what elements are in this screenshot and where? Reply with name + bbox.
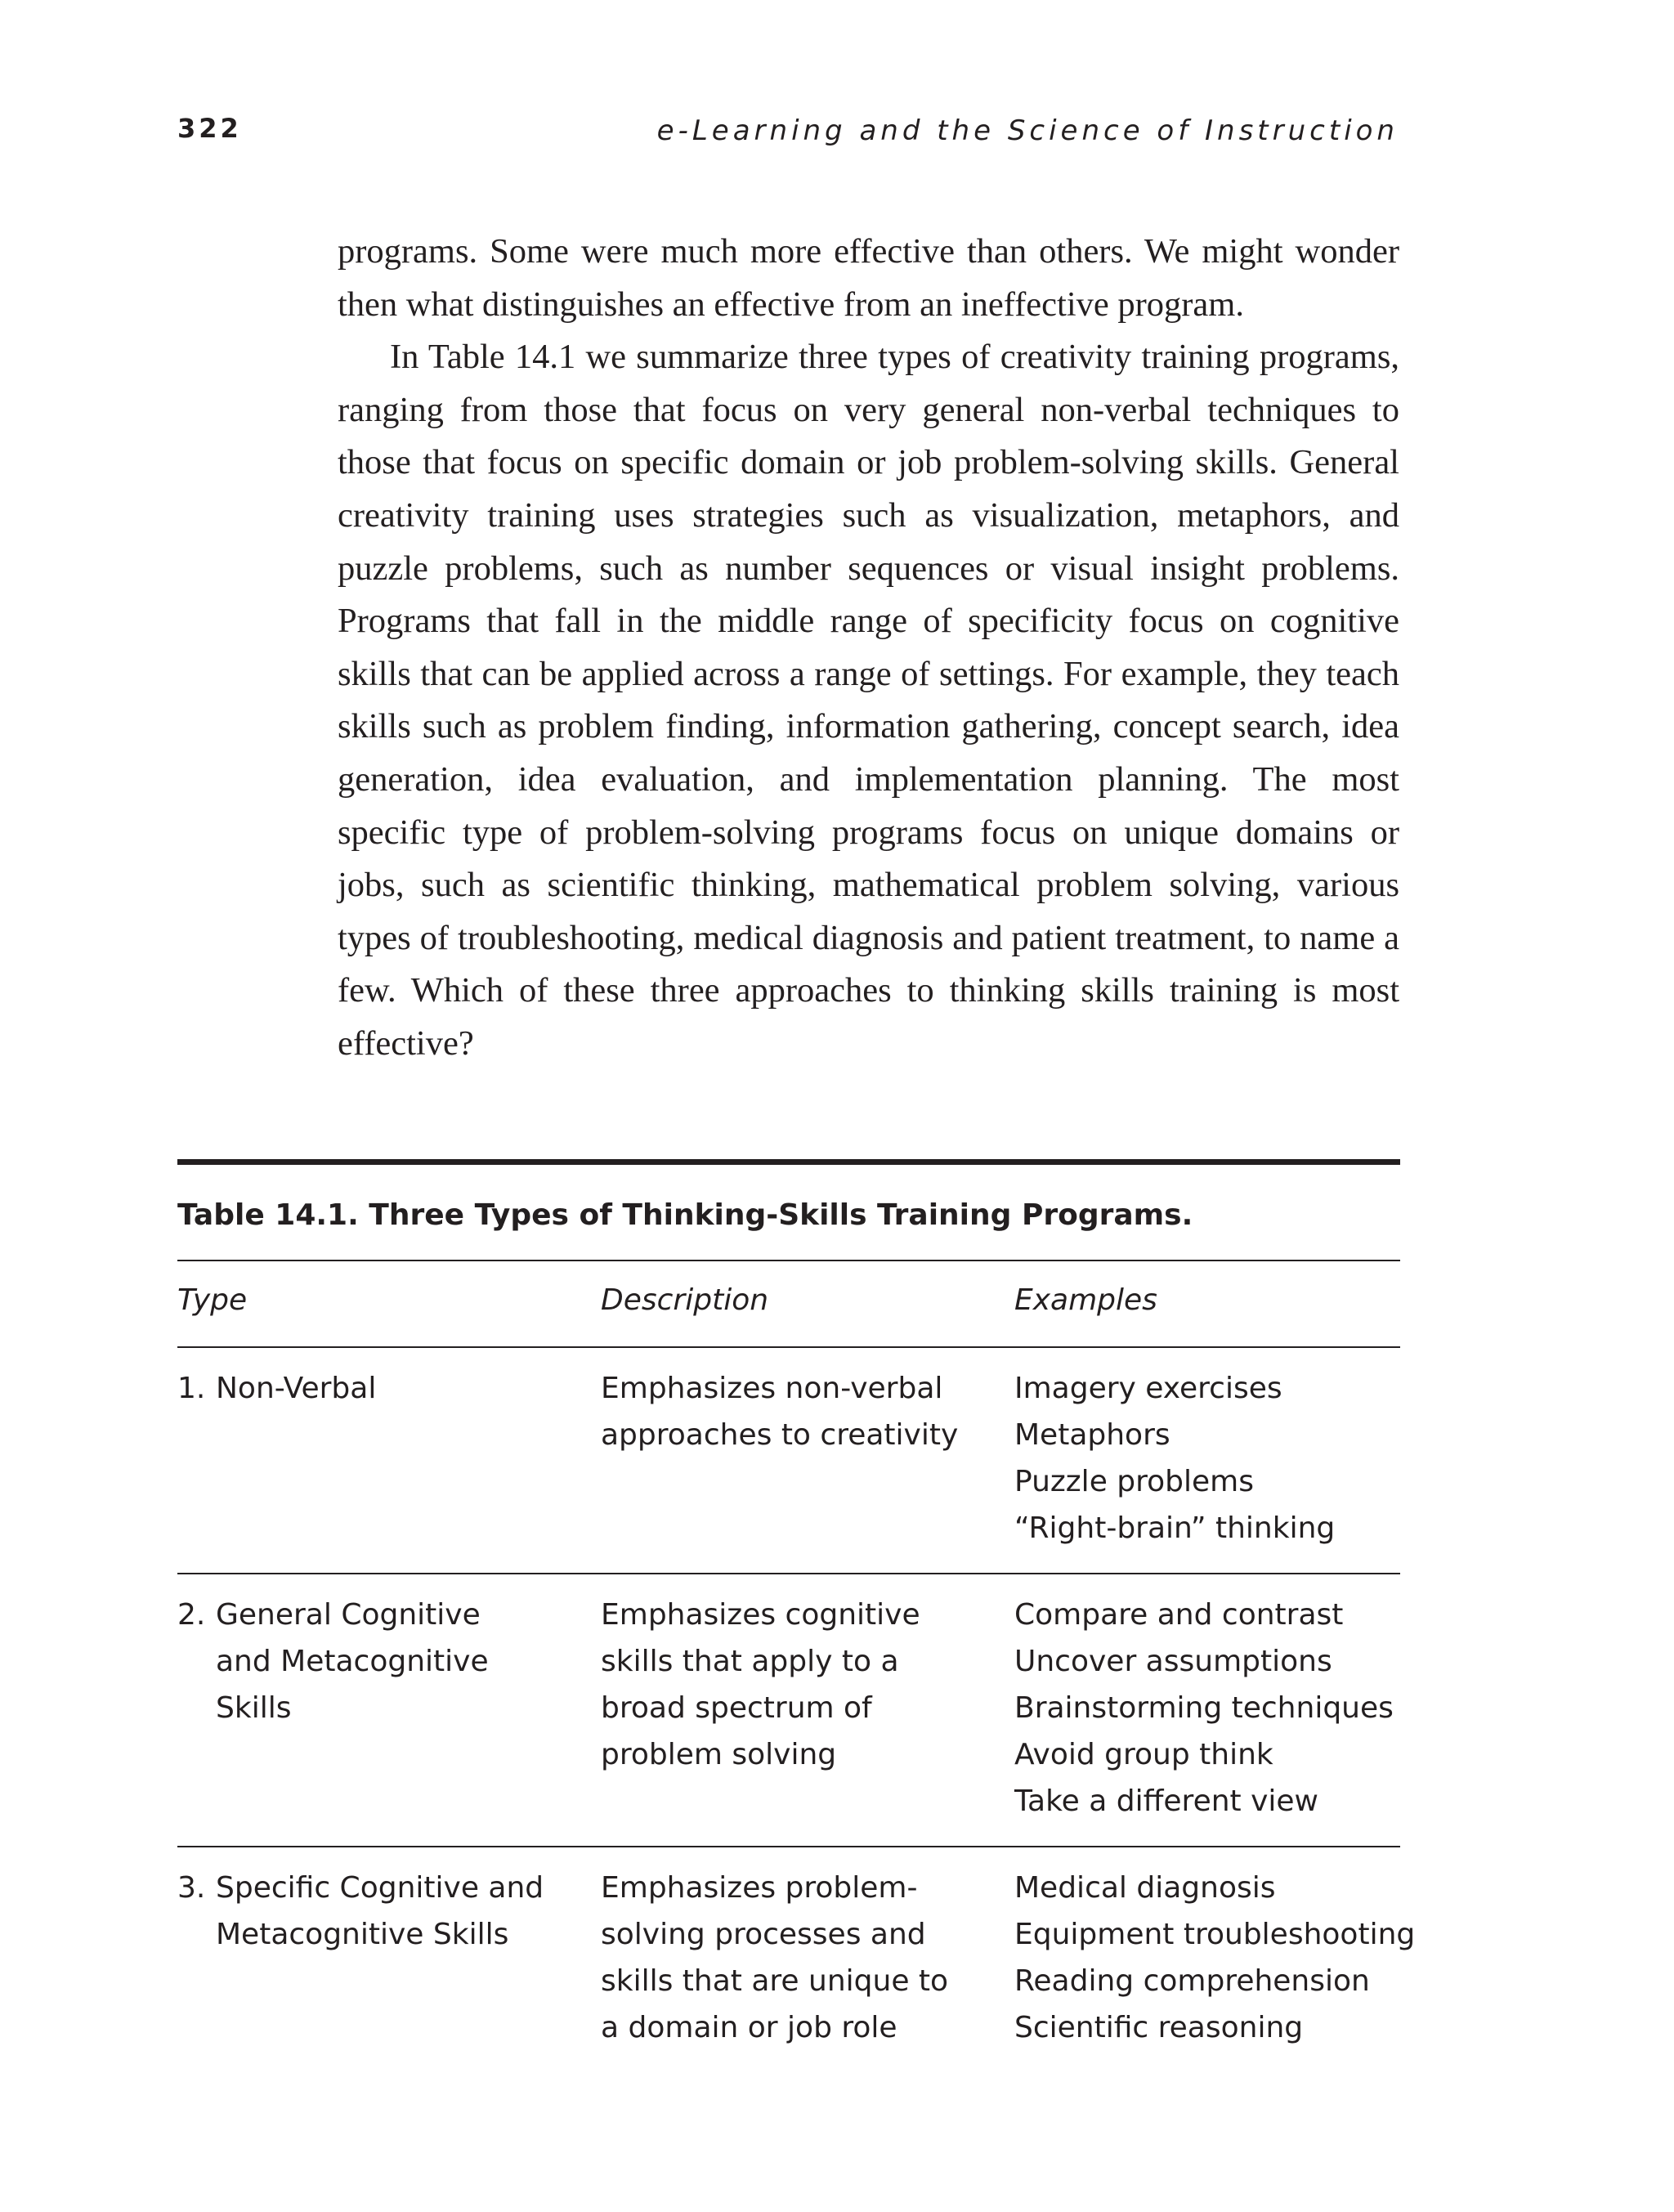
row-1-number: 1. — [177, 1372, 206, 1405]
row-3-examples — [1014, 1865, 1415, 2051]
row-1-description-line: approaches to creativity — [601, 1418, 959, 1452]
row-3-number: 3. — [177, 1871, 206, 1905]
row-2-type-line: and Metacognitive — [216, 1645, 489, 1678]
row-2-description-line: Emphasizes cognitive — [601, 1598, 920, 1632]
row-3-description-line: Emphasizes problem- — [601, 1871, 918, 1905]
row-3-description-line: skills that are unique to — [601, 1964, 949, 1998]
row-1-description — [601, 1365, 1014, 1552]
row-3-example: Equipment troubleshooting — [1014, 1918, 1416, 1951]
row-2-type — [177, 1592, 601, 1825]
row-2-example: Compare and contrast — [1014, 1598, 1344, 1632]
row-3-type — [177, 1865, 601, 2051]
row-2-examples — [1014, 1592, 1400, 1825]
row-3-example: Reading comprehension — [1014, 1964, 1370, 1998]
header-description: Description — [601, 1283, 769, 1317]
row-2-example: Take a different view — [1014, 1784, 1318, 1818]
row-1-description-line: Emphasizes non-verbal — [601, 1372, 943, 1405]
table-top-rule — [177, 1159, 1400, 1165]
row-3-type-line: Specific Cognitive and — [216, 1871, 544, 1905]
row-1-type — [177, 1365, 601, 1552]
row-1-type-line: Non-Verbal — [216, 1372, 377, 1405]
table-header-row — [177, 1261, 1400, 1346]
paragraph-2: In Table 14.1 we summarize three types of creativity training programs, ranging from those that focus on very general non-verbal techniques to those that focus on specific domain or job problem-solving skills. General creativity training uses strategies such as visualization, metaphors, and puzzle problems, such as number sequences or visual insight problems. Programs that fall in the middle range of specificity focus on cognitive skills that can be applied across a range of settings. For example, they teach skills such as problem finding, information gathering, concept search, idea generation, idea evaluation, and implementation planning. The most specific type of problem-solving programs focus on unique domains or jobs, such as scientific thinking, mathematical problem solving, various types of troubleshooting, medical diagnosis and patient treatment, to name a few. Which of these three approaches to thinking skills training is most effective? — [338, 338, 1399, 1063]
row-1-example: Imagery exercises — [1014, 1372, 1282, 1405]
row-2-description-line: skills that apply to a — [601, 1645, 899, 1678]
header-type: Type — [177, 1283, 248, 1317]
table-row-3 — [177, 1847, 1416, 2072]
row-2-number: 2. — [177, 1598, 206, 1632]
row-3-example: Scientific reasoning — [1014, 2011, 1304, 2044]
row-2-example: Uncover assumptions — [1014, 1645, 1332, 1678]
row-2-example: Avoid group think — [1014, 1738, 1273, 1771]
row-2-example: Brainstorming techniques — [1014, 1691, 1394, 1725]
row-2-description-line: broad spectrum of — [601, 1691, 872, 1725]
row-2-type-line: General Cognitive — [216, 1598, 481, 1632]
page-number: 322 — [177, 113, 242, 144]
row-1-examples — [1014, 1365, 1400, 1552]
table-row-1 — [177, 1348, 1400, 1573]
row-1-example: Puzzle problems — [1014, 1465, 1254, 1498]
row-3-type-line: Metacognitive Skills — [216, 1918, 509, 1951]
row-1-example: “Right-brain” thinking — [1014, 1511, 1336, 1545]
row-3-description-line: solving processes and — [601, 1918, 926, 1951]
row-2-description — [601, 1592, 1014, 1825]
row-3-example: Medical diagnosis — [1014, 1871, 1276, 1905]
table-row-2 — [177, 1574, 1400, 1846]
running-header-title: e-Learning and the Science of Instruction — [656, 114, 1399, 147]
row-1-example: Metaphors — [1014, 1418, 1170, 1452]
row-2-type-line: Skills — [216, 1691, 292, 1725]
row-2-description-line: problem solving — [601, 1738, 837, 1771]
paragraph-1: programs. Some were much more effective than others. We might wonder then what distinguishes an effective from an ineffective program. — [338, 232, 1399, 324]
header-examples: Examples — [1014, 1283, 1157, 1317]
table-14-1 — [177, 1159, 1416, 2072]
table-caption: Table 14.1. Three Types of Thinking-Skills Training Programs. — [177, 1198, 1193, 1232]
row-3-description — [601, 1865, 1014, 2051]
body-text — [338, 226, 1399, 1071]
row-3-description-line: a domain or job role — [601, 2011, 897, 2044]
